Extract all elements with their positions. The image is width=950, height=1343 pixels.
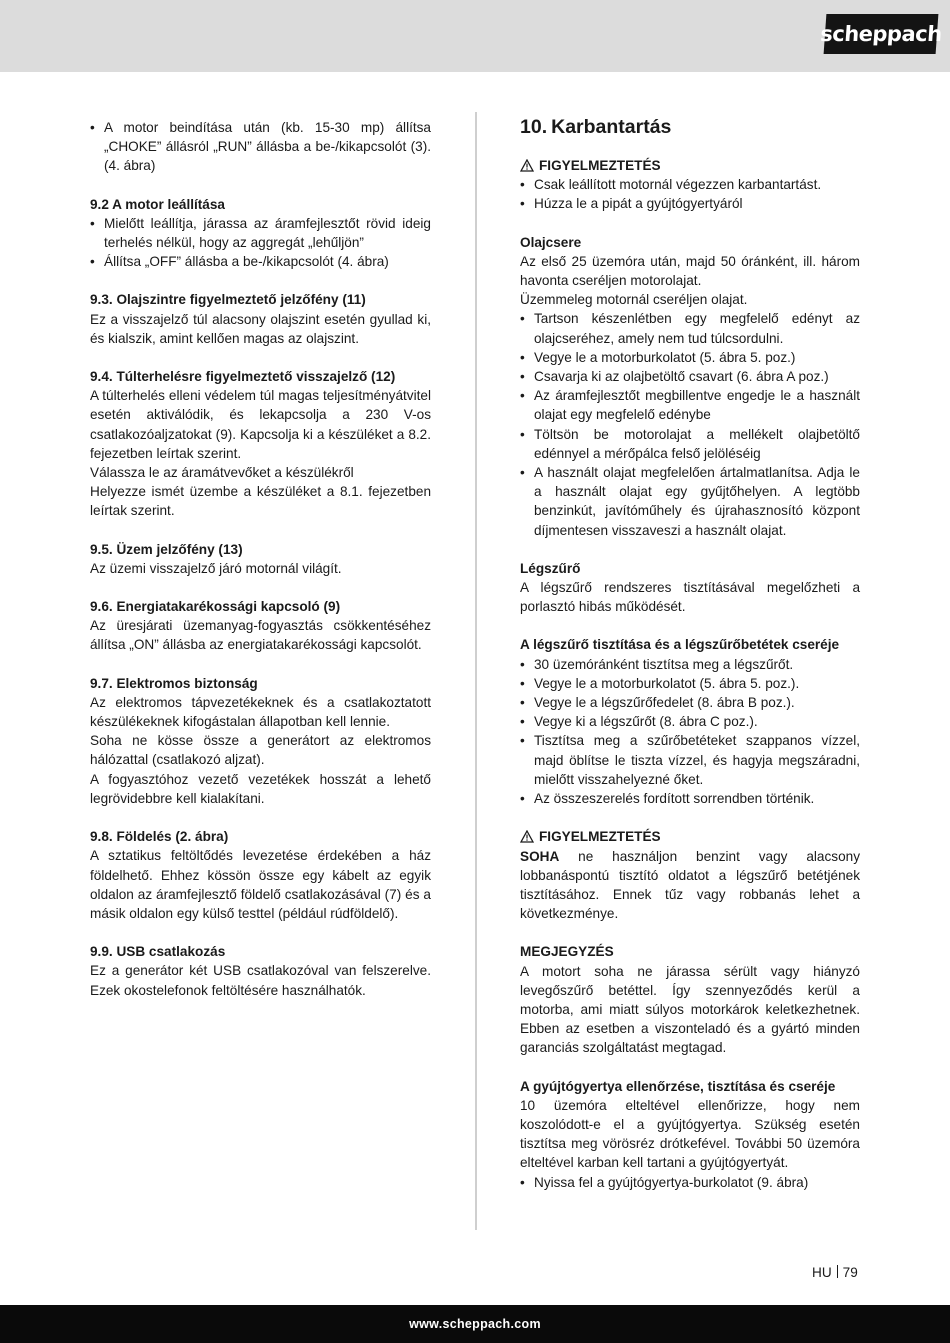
paragraph: Ez a visszajelző túl alacsony olajszint esetén gyullad ki, és kialszik, amint kellően magas az olajszint. (90, 311, 431, 346)
list-item: • Az áramfejlesztőt megbillentve engedje le a használt olajat egy megfelelő edénybe (520, 386, 860, 424)
intro-list (90, 118, 431, 176)
warning-heading (520, 827, 860, 846)
list-item: • Vegye le a légszűrőfedelet (8. ábra B poz.). (520, 693, 860, 712)
paragraph-text: ne használjon benzint vagy alacsony lobbanáspontú tisztító oldatot a légszűrő betétjének tisztításához. Ennek tűz vagy robbanás lehet a következménye. (520, 848, 860, 922)
paragraph: Az üzemi visszajelző járó motornál világít. (90, 560, 342, 576)
list-item: • Mielőtt leállítja, járassa az áramfejlesztőt rövid ideig terhelés nélkül, hogy az aggregát „lehűljön” (90, 214, 431, 252)
bullet-list (520, 1173, 860, 1192)
section-heading: 9.4. Túlterhelésre figyelmeztető visszajelző (12) (90, 369, 396, 385)
column-divider (475, 112, 477, 1230)
separator (837, 1265, 838, 1278)
bullet-list (520, 175, 860, 213)
list-item: • Húzza le a pipát a gyújtógyertyáról (520, 194, 860, 213)
website-link[interactable]: www.scheppach.com (409, 1317, 541, 1331)
section-heading: Olajcsere (520, 234, 582, 250)
list-item: • Csak leállított motornál végezzen karbantartást. (520, 175, 860, 194)
list-item: • 30 üzemóránként tisztítsa meg a légszűrőt. (520, 655, 860, 674)
section-heading: A légszűrő tisztítása és a légszűrőbetétek cseréje (520, 637, 840, 653)
paragraph: 10 üzemóra elteltével ellenőrizze, hogy nem koszolódott-e el a gyújtógyertya. Szükség esetén tisztítsa meg vörösréz drótkefével. További 50 üzemóra elteltével karban kell tartani a gyújtógyertyát. (520, 1097, 860, 1171)
paragraph: A motort soha ne járassa sérült vagy hiányzó levegőszűrő betéttel. Így szennyeződés kerül a motorba, ami miatt súlyos motorkárok keletkezhetnek. Ebben az esetben a viszonteladó és a gyártó minden garanciás szolgáltatást megtagad. (520, 963, 860, 1056)
paragraph: Soha ne kösse össze a generátort az elektromos hálózattal (csatlakozó aljzat). (90, 733, 431, 768)
section-heading: 9.9. USB csatlakozás (90, 944, 226, 960)
paragraph (520, 847, 860, 924)
warning-triangle-icon (520, 159, 534, 172)
header-bar (0, 0, 950, 72)
list-item: • Tartson készenlétben egy megfelelő edényt az olajcseréhez, amely nem tud túlcsordulni. (520, 309, 860, 347)
paragraph: A fogyasztóhoz vezető vezetékek hosszát a lehető legrövidebbre kell kialakítani. (90, 771, 431, 806)
section-heading: 9.2 A motor leállítása (90, 196, 225, 212)
paragraph: Helyezze ismét üzembe a készüléket a 8.1. fejezetben leírtak szerint. (90, 484, 431, 519)
section-heading: 9.7. Elektromos biztonság (90, 675, 258, 691)
paragraph: A sztatikus feltöltődés levezetése érdekében a ház földelhető. Ehhez kössön össze egy kábelt az egyik oldalon az áramfejlesztő földelő csatlakozásával (7) és a másik oldalon egy külső testtel (például rúdföldelő). (90, 848, 431, 921)
chapter-title (520, 114, 860, 140)
warning-title: FIGYELMEZTETÉS (539, 158, 661, 173)
list-item: • Állítsa „OFF” állásba a be-/kikapcsolót (4. ábra) (90, 252, 431, 271)
list-item: • A használt olajat megfelelően ártalmatlanítsa. Adja le a használt olajat egy gyűjtőhelyen. A legtöbb benzinkút, javítóműhely és újrahasznosító központ díjmentesen visszaveszi a használt olajat. (520, 463, 860, 540)
bullet-list (90, 214, 431, 272)
section-heading: 9.5. Üzem jelzőfény (13) (90, 541, 243, 557)
bullet-list (520, 655, 860, 809)
section-heading: 9.6. Energiatakarékossági kapcsoló (9) (90, 599, 341, 615)
paragraph: A túlterhelés elleni védelem túl magas teljesítményátvitel esetén aktiválódik, és lekapcsolja a 230 V-os csatlakozóaljzatokat (9). Kapcsolja ki a készüléket a 8.2. fejezetben leírtak szerint. (90, 388, 431, 461)
section-heading: 9.8. Földelés (2. ábra) (90, 829, 229, 845)
section-heading: A gyújtógyertya ellenőrzése, tisztítása és cseréje (520, 1078, 836, 1094)
chapter-name: Karbantartás (551, 116, 672, 138)
brand-logo: scheppach (824, 14, 939, 54)
list-item: • Vegye le a motorburkolatot (5. ábra 5. poz.) (520, 348, 860, 367)
list-item: • A motor beindítása után (kb. 15-30 mp) állítsa „CHOKE” állásról „RUN” állásba a be-/kikapcsolót (3). (4. ábra) (90, 118, 431, 176)
footer-bar (0, 1305, 950, 1343)
paragraph: A légszűrő rendszeres tisztításával megelőzheti a porlasztó hibás működését. (520, 580, 860, 615)
language-code: HU (812, 1265, 832, 1280)
warning-title: FIGYELMEZTETÉS (539, 829, 661, 845)
left-column (90, 118, 431, 1000)
bullet-list (520, 309, 860, 539)
paragraph: Az üresjárati üzemanyag-fogyasztás csökkentéséhez állítsa „ON” állásba az energiatakarékossági kapcsolót. (90, 618, 431, 653)
page-number (812, 1265, 858, 1280)
paragraph: Az első 25 üzemóra után, majd 50 óránként, ill. három havonta cseréljen motorolajat. (520, 253, 860, 289)
paragraph: Ez a generátor két USB csatlakozóval van felszerelve. Ezek okostelefonok feltöltésére használhatók. (90, 963, 431, 998)
section-heading: Légszűrő (520, 560, 581, 576)
list-item: • Vegye le a motorburkolatot (5. ábra 5. poz.). (520, 674, 860, 693)
list-item: • Vegye ki a légszűrőt (8. ábra C poz.). (520, 712, 860, 731)
list-item: • Nyissa fel a gyújtógyertya-burkolatot (9. ábra) (520, 1173, 860, 1192)
page-num: 79 (842, 1265, 858, 1280)
paragraph: Az elektromos tápvezetékeknek és a csatlakoztatott készülékeknek kifogástalan állapotban kell lennie. (90, 694, 431, 730)
list-item: • Az összeszerelés fordított sorrendben történik. (520, 789, 860, 808)
section-heading: 9.3. Olajszintre figyelmeztető jelzőfény (11) (90, 292, 366, 308)
list-item: • Töltsön be motorolajat a mellékelt olajbetöltő edénnyel a mérőpálca felső jelöléséig (520, 425, 860, 463)
list-item: • Tisztítsa meg a szűrőbetéteket szappanos vízzel, majd öblítse le tiszta vízzel, és hagyja megszáradni, mielőtt visszahelyezné őket. (520, 731, 860, 789)
warning-heading (520, 156, 860, 175)
chapter-number: 10. (520, 116, 548, 138)
warning-triangle-icon (520, 830, 534, 843)
paragraph: Üzemmeleg motornál cseréljen olajat. (520, 292, 748, 308)
emphasis: SOHA (520, 848, 560, 864)
right-column (520, 114, 860, 1192)
section-heading: MEGJEGYZÉS (520, 944, 614, 960)
paragraph: Válassza le az áramátvevőket a készülékről (90, 465, 354, 481)
list-item: • Csavarja ki az olajbetöltő csavart (6. ábra A poz.) (520, 367, 860, 386)
